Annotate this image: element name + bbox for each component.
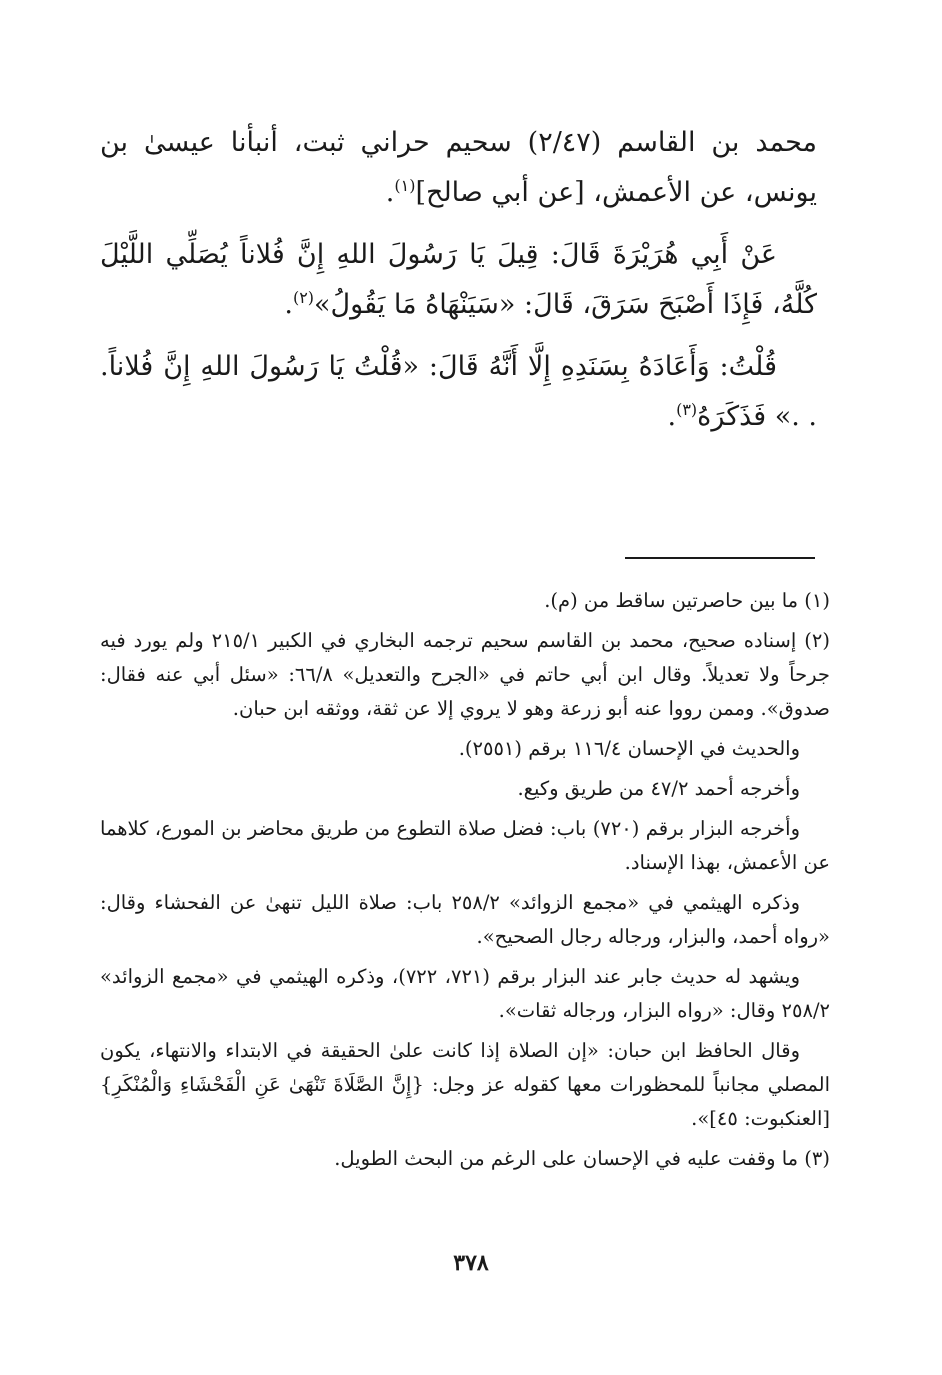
main-paragraph-3 — [100, 342, 817, 442]
main-paragraph-2-text: عَنْ أَبِي هُرَيْرَةَ قَالَ: قِيلَ يَا رَسُولَ اللهِ إِنَّ فُلاناً يُصَلِّي اللَّيْلَ كُلَّهُ، فَإِذَا أَصْبَحَ سَرَقَ، قَالَ: «سَيَنْهَاهُ مَا يَقُولُ» — [100, 239, 817, 320]
footnote-2-paragraph-3: وأخرجه أحمد ٤٧/٢ من طريق وكيع. — [517, 777, 800, 800]
main-paragraph-1-end: . — [385, 177, 395, 208]
main-paragraph-3-text: قُلْتُ: وَأَعَادَهُ بِسَنَدِهِ إِلَّا أَنَّهُ قَالَ: «قُلْتُ يَا رَسُولَ اللهِ إِنَّ فُلاناً. . .» فَذَكَرَهُ — [100, 351, 817, 432]
footnote-ref-3: (٣) — [676, 400, 698, 419]
main-paragraph-1-text: محمد بن القاسم (٢/٤٧) سحيم حراني ثبت، أنبأنا عيسىٰ بن يونس، عن الأعمش، [عن أبي صالح] — [100, 127, 817, 208]
footnote-2: (٢) إسناده صحيح، محمد بن القاسم سحيم ترجمه البخاري في الكبير ٢١٥/١ ولم يورد فيه جرحاً ولا تعديلاً. وقال ابن أبي حاتم في «الجرح والتعديل» ٦٦/٨: «سئل أبي عنه فقال: صدوق». وممن رووا عنه أبو زرعة وهو لا يروي إلا عن ثقة، ووثقه ابن حبان. — [100, 629, 830, 720]
footnote-2-paragraph-2: والحديث في الإحسان ١١٦/٤ برقم (٢٥٥١). — [458, 737, 800, 760]
main-paragraph-2 — [100, 230, 817, 330]
main-paragraph-2-end: . — [284, 289, 293, 320]
footnote-ref-1: (١) — [394, 176, 416, 195]
footnote-separator — [625, 557, 815, 559]
footnote-2-paragraph-4: وأخرجه البزار برقم (٧٢٠) باب: فضل صلاة التطوع من طريق محاضر بن المورع، كلاهما عن الأعمش، بهذا الإسناد. — [100, 817, 830, 874]
footnotes — [100, 584, 830, 1182]
main-text — [100, 118, 817, 454]
footnote-ref-2: (٢) — [292, 288, 315, 307]
footnote-2-paragraph-5: وذكره الهيثمي في «مجمع الزوائد» ٢٥٨/٢ باب: صلاة الليل تنهىٰ عن الفحشاء وقال: «رواه أحمد، والبزار، ورجاله رجال الصحيح». — [100, 891, 830, 948]
footnote-3: (٣) ما وقفت عليه في الإحسان على الرغم من البحث الطويل. — [334, 1147, 830, 1170]
footnote-2-paragraph-7: وقال الحافظ ابن حبان: «إن الصلاة إذا كانت علىٰ الحقيقة في الابتداء والانتهاء، يكون المصلي مجانباً للمحظورات معها كقوله عز وجل: {إِنَّ الصَّلَاةَ تَنْهَىٰ عَنِ الْفَحْشَاءِ وَالْمُنْكَرِ} [العنكبوت: ٤٥]». — [100, 1039, 830, 1130]
footnote-1: (١) ما بين حاصرتين ساقط من (م). — [544, 589, 830, 612]
main-paragraph-3-end: . — [667, 401, 677, 432]
footnote-2-paragraph-6: ويشهد له حديث جابر عند البزار برقم (٧٢١، ٧٢٢)، وذكره الهيثمي في «مجمع الزوائد» ٢٥٨/٢ وقال: «رواه البزار، ورجاله ثقات». — [100, 965, 830, 1022]
main-paragraph-1 — [100, 118, 817, 218]
page-number: ٣٧٨ — [453, 1250, 489, 1276]
